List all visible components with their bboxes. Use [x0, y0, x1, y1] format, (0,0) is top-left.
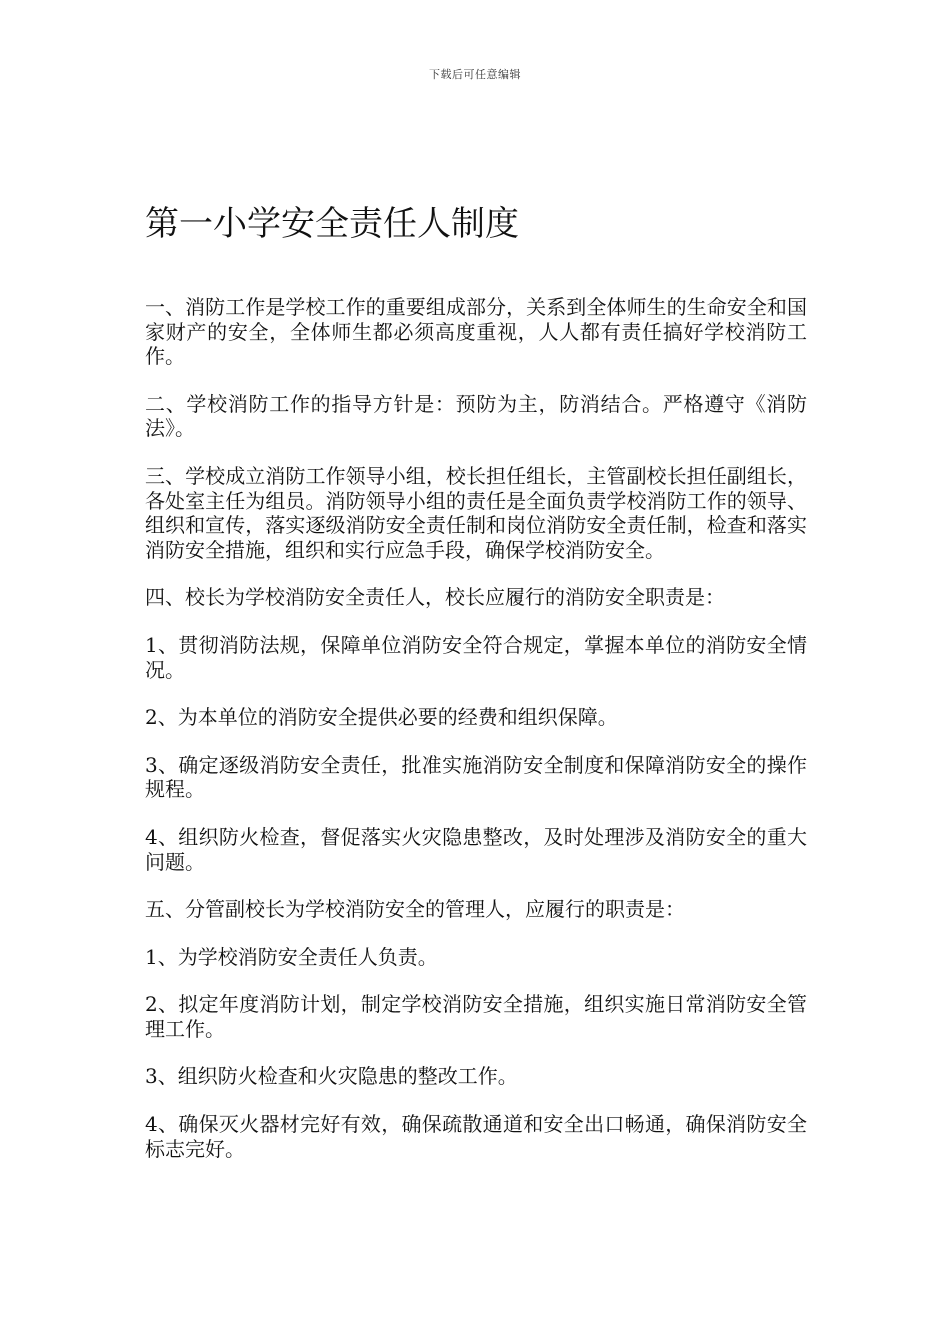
paragraph-2: 二、学校消防工作的指导方针是：预防为主，防消结合。严格遵守《消防法》。	[145, 391, 807, 441]
paragraph-5: 1、贯彻消防法规，保障单位消防安全符合规定，掌握本单位的消防安全情况。	[145, 632, 807, 682]
document-title: 第一小学安全责任人制度	[145, 204, 519, 244]
paragraph-10: 1、为学校消防安全责任人负责。	[145, 944, 438, 969]
paragraph-4: 四、校长为学校消防安全责任人，校长应履行的消防安全职责是：	[145, 585, 725, 610]
paragraph-8: 4、组织防火检查，督促落实火灾隐患整改，及时处理涉及消防安全的重大问题。	[145, 824, 807, 874]
paragraph-9: 五、分管副校长为学校消防安全的管理人，应履行的职责是：	[145, 897, 685, 922]
paragraph-7: 3、确定逐级消防安全责任，批准实施消防安全制度和保障消防安全的操作规程。	[145, 752, 807, 802]
paragraph-6: 2、为本单位的消防安全提供必要的经费和组织保障。	[145, 705, 618, 730]
document-body	[145, 295, 807, 1184]
paragraph-3: 三、学校成立消防工作领导小组，校长担任组长，主管副校长担任副组长，各处室主任为组员。消防领导小组的责任是全面负责学校消防工作的领导、组织和宣传，落实逐级消防安全责任制和岗位消防安全责任制，检查和落实消防安全措施，组织和实行应急手段，确保学校消防安全。	[145, 463, 807, 562]
paragraph-13: 4、确保灭火器材完好有效，确保疏散通道和安全出口畅通，确保消防安全标志完好。	[145, 1112, 807, 1161]
page-header: 下载后可任意编辑	[429, 68, 521, 81]
paragraph-11: 2、拟定年度消防计划，制定学校消防安全措施，组织实施日常消防安全管理工作。	[145, 992, 807, 1041]
paragraph-1: 一、消防工作是学校工作的重要组成部分，关系到全体师生的生命安全和国家财产的安全，全体师生都必须高度重视，人人都有责任搞好学校消防工作。	[145, 295, 807, 369]
paragraph-12: 3、组织防火检查和火灾隐患的整改工作。	[145, 1064, 518, 1089]
